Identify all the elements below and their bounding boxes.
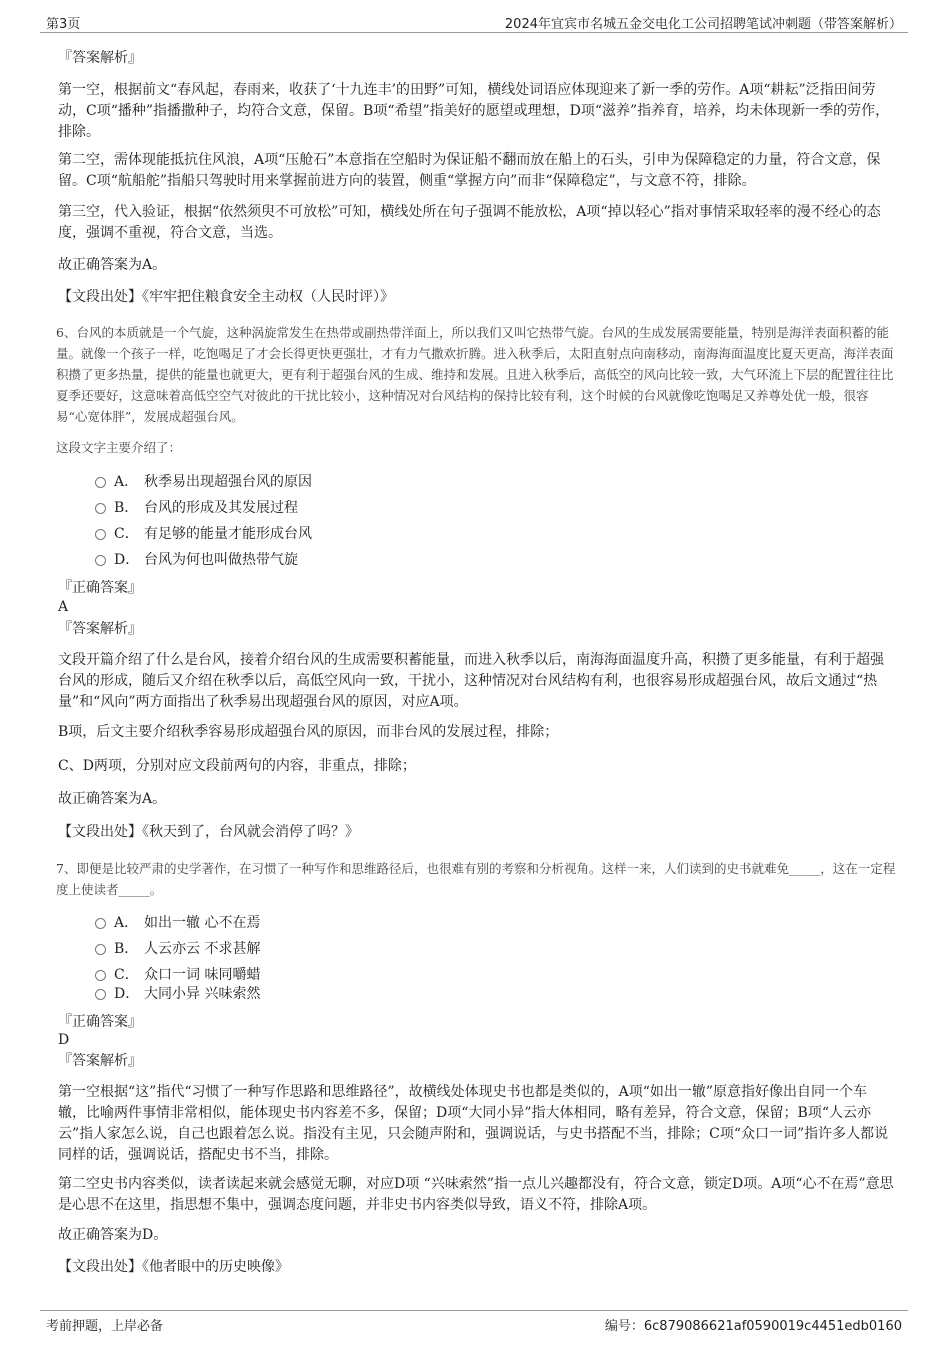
- q7-source: 【文段出处】《他者眼中的历史映像》: [58, 1259, 289, 1275]
- q7-conclusion: 故正确答案为D。: [58, 1227, 168, 1243]
- option-text: 台风的形成及其发展过程: [144, 500, 298, 516]
- q7-blank-1: _____: [788, 861, 821, 876]
- option-key: A．: [114, 915, 139, 931]
- q5-analysis-para-1: 第一空，根据前文“春风起，春雨来，收获了‘十九连丰’的田野”可知，横线处词语应体现迎来了新一季的劳作。A项“耕耘”泛指田间劳动，C项“播种”指播撒种子，均符合文意，保留。B项“希望”指美好的愿望或理想，D项“滋养”指养育，培养，均未体现新一季的劳作，排除。: [58, 82, 890, 140]
- option-key: C．: [114, 967, 139, 983]
- q7-question-part-2: ，这在一定程度上使读者: [56, 861, 896, 897]
- q5-analysis-para-3: 第三空，代入验证，根据“依然须臾不可放松”可知，横线处所在句子强调不能放松，A项“掉以轻心”指对事情采取轻率的漫不经心的态度，强调不重视，符合文意，当选。: [58, 204, 881, 241]
- option-text: 秋季易出现超强台风的原因: [144, 474, 312, 490]
- option-text: 如出一辙 心不在焉: [144, 915, 261, 931]
- q7-option-b[interactable]: [95, 939, 260, 959]
- q6-analysis-para-2: B项，后文主要介绍秋季容易形成超强台风的原因，而非台风的发展过程，排除；: [58, 724, 559, 740]
- option-text: 众口一词 味同嚼蜡: [144, 967, 261, 983]
- q5-conclusion: 故正确答案为A。: [58, 257, 167, 273]
- q5-analysis-label: 『答案解析』: [58, 50, 142, 66]
- q6-analysis-para-1: 文段开篇介绍了什么是台风，接着介绍台风的生成需要积蓄能量，而进入秋季以后，南海海面温度升高，积攒了更多能量，有利于超强台风的形成，随后又介绍在秋季以后，高低空风向一致，干扰小，这种情况对台风结构有利，也很容易形成超强台风，故后文通过“热量”和“风向”两方面指出了秋季易出现超强台风的原因，对应A项。: [58, 652, 884, 710]
- q6-option-b[interactable]: [95, 498, 298, 518]
- q7-option-c[interactable]: [95, 965, 260, 985]
- q5-analysis-para-2: 第二空，需体现能抵抗住风浪，A项“压舱石”本意指在空船时为保证船不翻而放在船上的石头，引申为保障稳定的力量，符合文意，保留。C项“航船舵”指船只驾驶时用来掌握前进方向的装置，侧重“掌握方向”而非“保障稳定”，与文意不符，排除。: [58, 152, 881, 189]
- q7-question-end: 。: [149, 882, 163, 897]
- radio-button-icon[interactable]: [95, 989, 106, 1000]
- q6-option-a[interactable]: [95, 472, 312, 492]
- option-text: 大同小异 兴味索然: [144, 986, 261, 1002]
- option-key: A．: [114, 474, 139, 490]
- q5-source: 【文段出处】《牢牢把住粮食安全主动权（人民时评）》: [58, 289, 394, 305]
- q7-analysis-para-1: 第一空根据“这”指代“习惯了一种写作思路和思维路径”，故横线处体现史书也都是类似的，A项“如出一辙”原意指好像出自同一个车辙，比喻两件事情非常相似，能体现史书内容差不多，保留；D项“大同小异”指大体相同，略有差异，符合文意，保留；B项“人云亦云”指人家怎么说，自己也跟着怎么说。指没有主见，只会随声附和，强调说话，与史书搭配不当，排除；C项“众口一词”指许多人都说同样的话，强调说话，搭配史书不当，排除。: [58, 1084, 889, 1163]
- option-key: B．: [114, 500, 139, 516]
- q6-answer: A: [58, 599, 69, 615]
- q6-conclusion: 故正确答案为A。: [58, 791, 167, 807]
- option-key: D．: [114, 986, 140, 1002]
- q7-question-part-1: 7、即便是比较严肃的史学著作，在习惯了一种写作和思维路径后，也很难有别的考察和分析视角。这样一来，人们读到的史书就难免: [56, 861, 789, 876]
- page-footer: [40, 1310, 908, 1334]
- q6-prompt: 这段文字主要介绍了：: [56, 440, 182, 455]
- q7-blank-2: _____: [118, 882, 150, 897]
- option-text: 有足够的能量才能形成台风: [144, 526, 312, 542]
- option-key: C．: [114, 526, 139, 542]
- option-text: 台风为何也叫做热带气旋: [144, 552, 298, 568]
- radio-button-icon[interactable]: [95, 529, 106, 540]
- q6-analysis-para-3: C、D两项，分别对应文段前两句的内容，非重点，排除；: [58, 758, 416, 774]
- q6-option-d[interactable]: [95, 550, 298, 570]
- q6-analysis-label: 『答案解析』: [58, 621, 142, 637]
- q6-question-text: 6、台风的本质就是一个气旋，这种涡旋常发生在热带或副热带洋面上，所以我们又叫它热带气旋。台风的生成发展需要能量，特别是海洋表面积蓄的能量。就像一个孩子一样，吃饱喝足了才会长得更快更强壮，才有力气撒欢折腾。进入秋季后，太阳直射点向南移动，南海海面温度比夏天更高，海洋表面积攒了更多热量，提供的能量也就更大，更有利于超强台风的生成、维持和发展。且进入秋季后，高低空的风向比较一致，大气环流上下层的配置往往比夏季还要好，这意味着高低空空气对彼此的干扰比较小，这种情况对台风结构的保持比较有利，这个时候的台风就像吃饱喝足又养尊处优一般，很容易“心宽体胖”，发展成超强台风。: [56, 325, 894, 424]
- q6-option-c[interactable]: [95, 524, 312, 544]
- option-key: D．: [114, 552, 140, 568]
- option-key: B．: [114, 941, 139, 957]
- radio-button-icon[interactable]: [95, 944, 106, 955]
- page-number: 第3页: [46, 17, 81, 32]
- radio-button-icon[interactable]: [95, 970, 106, 981]
- q7-option-a[interactable]: [95, 913, 260, 933]
- radio-button-icon[interactable]: [95, 477, 106, 488]
- q7-answer: D: [58, 1032, 70, 1048]
- option-text: 人云亦云 不求甚解: [144, 941, 261, 957]
- q7-option-d[interactable]: [95, 984, 260, 1004]
- radio-button-icon[interactable]: [95, 503, 106, 514]
- radio-button-icon[interactable]: [95, 555, 106, 566]
- q7-analysis-label: 『答案解析』: [58, 1053, 142, 1069]
- document-title: 2024年宜宾市名城五金交电化工公司招聘笔试冲刺题（带答案解析）: [504, 17, 902, 32]
- document-serial: 编号：6c879086621af0590019c4451edb0160: [604, 1319, 902, 1334]
- page-header: [40, 12, 908, 33]
- q7-answer-label: 『正确答案』: [58, 1014, 142, 1030]
- q7-question-text: [56, 858, 898, 900]
- q6-answer-label: 『正确答案』: [58, 580, 142, 596]
- footer-slogan: 考前押题，上岸必备: [46, 1319, 164, 1334]
- q7-analysis-para-2: 第二空史书内容类似，读者读起来就会感觉无聊，对应D项 “兴味索然”指一点儿兴趣都没有，符合文意，锁定D项。A项“心不在焉”意思是心思不在这里，指思想不集中，强调态度问题，并非史书内容类似导致，语义不符，排除A项。: [58, 1176, 894, 1213]
- radio-button-icon[interactable]: [95, 918, 106, 929]
- q6-source: 【文段出处】《秋天到了，台风就会消停了吗？》: [58, 824, 359, 840]
